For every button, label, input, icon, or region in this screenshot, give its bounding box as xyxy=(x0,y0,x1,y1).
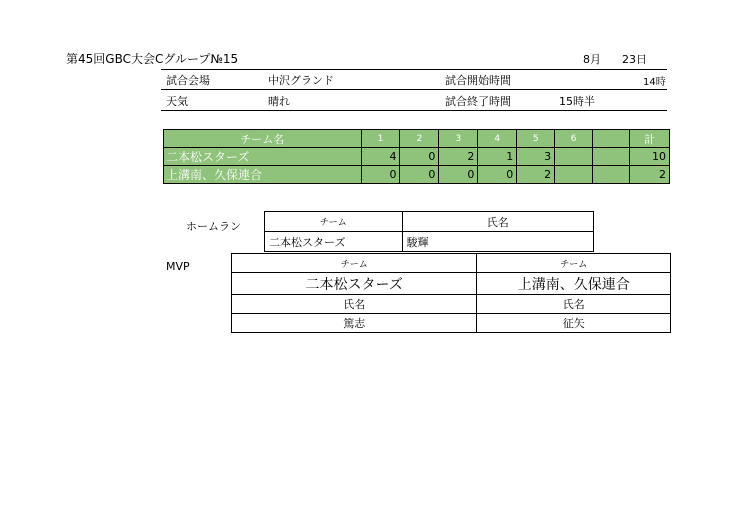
inning-score-cell xyxy=(593,166,630,184)
mvp-name-cell: 征矢 xyxy=(477,314,671,333)
inning-score-cell: 0 xyxy=(400,166,439,184)
mvp-team-header: チーム xyxy=(477,254,671,273)
inning-header: 4 xyxy=(478,130,517,148)
inning-score-cell: 0 xyxy=(478,166,517,184)
score-header-row xyxy=(164,130,670,148)
mvp-table xyxy=(231,253,671,333)
mvp-team-header-row xyxy=(232,254,671,273)
mvp-team-cell: 上溝南、久保連合 xyxy=(477,273,671,295)
inning-score-cell: 0 xyxy=(400,148,439,166)
mvp-team-row xyxy=(232,273,671,295)
mvp-name-row xyxy=(232,314,671,333)
homerun-team-header: チーム xyxy=(265,212,403,232)
end-time-label: 試合終了時間 xyxy=(445,95,511,108)
homerun-team-cell: 二本松スターズ xyxy=(265,232,403,252)
total-header: 計 xyxy=(629,130,669,148)
end-time-value: 15時半 xyxy=(559,95,595,108)
weather-label: 天気 xyxy=(166,95,188,108)
mvp-name-header: 氏名 xyxy=(477,295,671,314)
start-time-label: 試合開始時間 xyxy=(445,74,511,87)
inning-score-cell: 1 xyxy=(478,148,517,166)
total-score-cell: 10 xyxy=(629,148,669,166)
homerun-row xyxy=(265,232,594,252)
inning-score-cell xyxy=(555,148,593,166)
inning-header: 3 xyxy=(439,130,478,148)
score-table xyxy=(163,129,670,184)
venue-label: 試合会場 xyxy=(166,74,210,87)
team-name-cell: 上溝南、久保連合 xyxy=(164,166,362,184)
inning-score-cell: 0 xyxy=(361,166,400,184)
inning-score-cell: 2 xyxy=(439,148,478,166)
weather-value: 晴れ xyxy=(268,95,290,108)
score-row xyxy=(164,166,670,184)
inning-header: 5 xyxy=(517,130,555,148)
info-divider xyxy=(161,110,667,111)
inning-score-cell: 0 xyxy=(439,166,478,184)
mvp-label: MVP xyxy=(166,260,190,273)
homerun-header-row xyxy=(265,212,594,232)
inning-score-cell: 3 xyxy=(517,148,555,166)
inning-header: 2 xyxy=(400,130,439,148)
homerun-name-header: 氏名 xyxy=(402,212,593,232)
total-score-cell: 2 xyxy=(629,166,669,184)
team-name-header: チーム名 xyxy=(164,130,362,148)
inning-header xyxy=(593,130,630,148)
homerun-label: ホームラン xyxy=(186,220,241,233)
mvp-name-cell: 篤志 xyxy=(232,314,477,333)
inning-header: 1 xyxy=(361,130,400,148)
mvp-team-cell: 二本松スターズ xyxy=(232,273,477,295)
mvp-team-header: チーム xyxy=(232,254,477,273)
inning-header: 6 xyxy=(555,130,593,148)
homerun-table xyxy=(264,211,594,252)
date-month: 8月 xyxy=(583,53,601,66)
info-divider xyxy=(161,69,667,70)
inning-score-cell xyxy=(555,166,593,184)
inning-score-cell: 4 xyxy=(361,148,400,166)
start-time-value: 14時 xyxy=(643,77,666,88)
inning-score-cell xyxy=(593,148,630,166)
date-day: 23日 xyxy=(622,53,647,66)
team-name-cell: 二本松スターズ xyxy=(164,148,362,166)
score-row xyxy=(164,148,670,166)
mvp-name-header-row xyxy=(232,295,671,314)
info-divider xyxy=(161,89,667,90)
venue-value: 中沢グランド xyxy=(268,74,334,87)
homerun-name-cell: 駿輝 xyxy=(402,232,593,252)
document-title: 第45回GBC大会Cグループ№15 xyxy=(66,52,239,66)
mvp-name-header: 氏名 xyxy=(232,295,477,314)
inning-score-cell: 2 xyxy=(517,166,555,184)
